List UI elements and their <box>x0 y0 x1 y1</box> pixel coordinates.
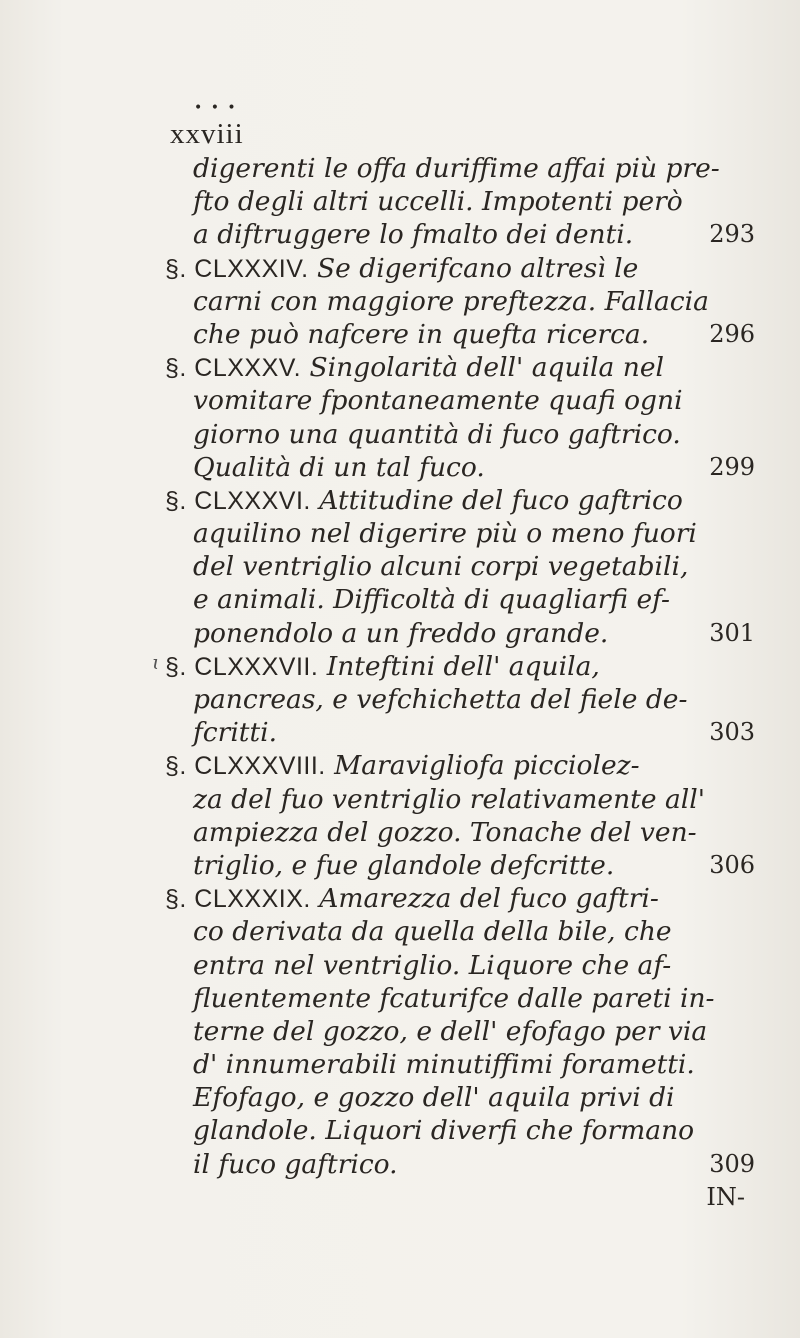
line-text: pancreas, e vefchichetta del fiele de- <box>193 684 688 715</box>
catchword-line <box>165 1181 755 1214</box>
page-reference: 301 <box>709 618 755 647</box>
line-text: fto degli altri uccelli. Impotenti però <box>193 186 683 218</box>
line-text: entra nel ventriglio. Liquore che af- <box>193 949 672 981</box>
line-text: Maravigliofa picciolez- <box>325 750 640 782</box>
text-line <box>165 152 755 185</box>
text-line <box>165 949 755 982</box>
text-line <box>165 218 755 251</box>
text-line <box>165 1015 755 1048</box>
line-text: triglio, e fue glandole defcritte. <box>193 849 615 881</box>
text-line <box>165 982 755 1015</box>
line-text: aquilino nel digerire più o meno fuori <box>193 518 697 550</box>
text-line <box>165 882 755 915</box>
text-line <box>165 418 755 451</box>
line-text: e animali. Difficoltà di quagliarfi ef- <box>193 584 670 616</box>
margin-mark: ɩ <box>152 650 160 674</box>
header-ornament: • • • <box>194 100 238 116</box>
line-text: Se digerifcano altresì le <box>308 252 639 284</box>
text-line <box>165 650 755 683</box>
line-text: carni con maggiore preftezza. Fallacia <box>193 285 709 317</box>
text-line <box>165 1081 755 1114</box>
table-of-contents-text <box>165 152 755 1214</box>
line-text: fluentemente fcaturifce dalle pareti in- <box>193 982 715 1014</box>
line-text: glandole. Liquori diverfi che formano <box>193 1115 695 1147</box>
text-line <box>165 749 755 782</box>
section-number: §. CLXXXIX. <box>165 885 311 914</box>
line-text: a diftruggere lo fmalto dei denti. <box>193 219 634 251</box>
line-text: Efofago, e gozzo dell' aquila privi di <box>193 1082 675 1114</box>
line-text: za del fuo ventriglio relativamente all' <box>193 783 705 815</box>
line-text: vomitare fpontaneamente quafi ogni <box>193 385 683 417</box>
page-reference: 299 <box>709 452 755 481</box>
page-number-header: xxviii <box>170 118 244 150</box>
section-number: §. CLXXXV. <box>165 354 302 383</box>
text-line <box>165 185 755 218</box>
text-line <box>165 915 755 948</box>
text-line <box>165 1048 755 1081</box>
page-reference: 296 <box>709 319 755 348</box>
line-text: terne del gozzo, e dell' efofago per via <box>193 1015 708 1047</box>
line-text: giorno una quantità di fuco gaftrico. <box>193 418 681 450</box>
line-text: Amarezza del fuco gaftri- <box>310 883 659 915</box>
text-line <box>165 517 755 550</box>
line-text: ponendolo a un freddo grande. <box>193 617 609 649</box>
page-reference: 309 <box>709 1149 755 1178</box>
text-line <box>165 550 755 583</box>
text-line <box>165 384 755 417</box>
line-text: del ventriglio alcuni corpi vegetabili, <box>193 551 689 583</box>
page-reference: 293 <box>709 220 755 249</box>
section-number: §. CLXXXIV. <box>165 254 309 283</box>
section-number: §. CLXXXVIII. <box>165 752 326 781</box>
section-number: §. CLXXXVI. <box>165 486 311 515</box>
text-line <box>165 285 755 318</box>
text-line <box>165 716 755 749</box>
text-line <box>165 451 755 484</box>
line-text: digerenti le offa duriffime affai più pre- <box>193 153 720 184</box>
line-text: co derivata da quella della bile, che <box>193 916 672 948</box>
page-reference: 303 <box>709 718 755 747</box>
page-reference: 306 <box>709 850 755 879</box>
line-text: che può nafcere in quefta ricerca. <box>193 318 650 350</box>
text-line <box>165 1114 755 1147</box>
text-line <box>165 318 755 351</box>
line-text: ampiezza del gozzo. Tonache del ven- <box>193 816 697 848</box>
line-text: fcritti. <box>193 717 277 749</box>
line-text: Qualità di un tal fuco. <box>193 451 485 483</box>
text-line <box>165 1148 755 1181</box>
line-text: d' innumerabili minutiffimi forametti. <box>193 1049 695 1081</box>
text-line <box>165 816 755 849</box>
catchword: IN- <box>706 1182 745 1211</box>
text-line <box>165 484 755 517</box>
line-text: il fuco gaftrico. <box>193 1148 398 1180</box>
text-line <box>165 583 755 616</box>
text-line <box>165 683 755 716</box>
text-line <box>165 351 755 384</box>
line-text: Attitudine del fuco gaftrico <box>310 484 683 516</box>
text-line <box>165 783 755 816</box>
line-text: Inteftini dell' aquila, <box>318 650 600 682</box>
text-line <box>165 849 755 882</box>
text-line <box>165 252 755 285</box>
text-line <box>165 617 755 650</box>
section-number: §. CLXXXVII. <box>165 652 319 681</box>
line-text: Singolarità dell' aquila nel <box>301 352 664 384</box>
